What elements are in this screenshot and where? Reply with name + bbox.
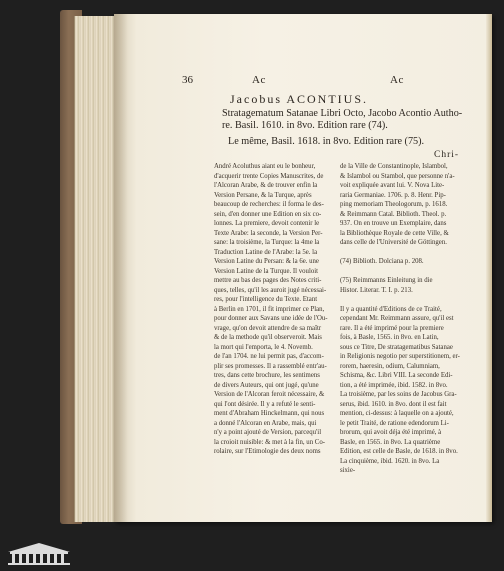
- entry-1-title-line-1: Stratagematum Satanae Libri Octo, Jacobo Acontio Autho-: [222, 108, 463, 119]
- text-line: Edition, est celle de Basle, de 1618. in 8vo.: [340, 448, 458, 455]
- text-line: dans celle de l'Université de Göttingen.: [340, 239, 447, 246]
- text-line: Il y a quantité d'Editions de ce Traité,: [340, 305, 442, 313]
- text-line: [340, 295, 484, 305]
- text-line: fois, à Basle, 1565. in 8vo. en Latin,: [340, 334, 439, 341]
- text-line: Version Persane, & la Turque, après: [214, 191, 312, 199]
- catchword: Chri-: [434, 150, 460, 160]
- text-line: la mort qui l'emporta, le 4. Novemb.: [214, 343, 313, 351]
- text-line: cependant Mr. Reimmann assure, qu'il est: [340, 315, 454, 322]
- text-line: l'Alcoran Arabe, & de trouver enfin la: [214, 182, 318, 189]
- text-line: in Religionis negotio per superstitionem, er-: [340, 353, 460, 360]
- text-line: à Berlin en 1701, il fit imprimer ce Plan,: [214, 305, 325, 313]
- text-line: André Acoluthus aiant eu le bonheur,: [214, 163, 316, 170]
- text-line: n'y a point ajouté de Version, parcequ'il: [214, 429, 322, 436]
- text-line: a donné l'Alcoran en Arabe, mais, qui: [214, 419, 317, 427]
- text-line: lonnes. La premiere, devoit contenir le: [214, 220, 320, 227]
- text-line: (75) Reimmanns Einleitung in die: [340, 277, 433, 284]
- text-line: La cinquième, ibid. 1620. in 8vo. La: [340, 457, 440, 465]
- text-line: sein, d'en donner une Edition en six co-: [214, 210, 322, 218]
- text-line: pour donner aux Savans une idée de l'Ou-: [214, 315, 328, 322]
- text-line: la croioit nuisible: & met à la fin, un Co-: [214, 438, 325, 446]
- text-line: le petit Traité, de ratione edendorum Li-: [340, 419, 449, 427]
- text-line: sous ce Titre, De stratagematibus Satanae: [340, 343, 453, 351]
- text-line: [340, 267, 484, 277]
- text-line: & Reimmann Catal. Biblioth. Theol. p.: [340, 210, 447, 218]
- text-line: 937. On en trouve un Exemplaire, dans: [340, 220, 447, 227]
- text-line: rare. Il a été imprimé pour la premiere: [340, 324, 444, 332]
- gutter-shadow: [114, 14, 128, 522]
- entry-1-title-line-2: re. Basil. 1610. in 8vo. Edition rare (74).: [222, 120, 388, 131]
- text-line: ment d'Abraham Hinckelmann, qui nous: [214, 410, 325, 417]
- text-line: & de la methode qu'il observeroit. Mais: [214, 334, 322, 341]
- text-line: de la Ville de Constantinople, Islambol,: [340, 163, 448, 170]
- text-line: Texte Arabe: la seconde, la Version Per-: [214, 229, 323, 237]
- text-line: qui l'ont désirée. Il y a refuté le senti-: [214, 400, 316, 408]
- text-line: raria Germaniae. 1706. p. 8. Henr. Pip-: [340, 191, 446, 199]
- text-line: beaucoup de recherches: il forma le des-: [214, 201, 324, 208]
- text-line: mention, ci-dessus: à laquelle on a ajouté,: [340, 410, 454, 417]
- text-line: [340, 248, 484, 258]
- text-line: Schisma, &c. Libri VIII. La seconde Edi-: [340, 372, 453, 379]
- text-line: brorum, qui avoit déja été imprimé, à: [340, 429, 442, 436]
- text-line: ques, telles, qu'il les auroit jugé nécessai-: [214, 286, 327, 294]
- text-line: de l'an 1704. ne lui permit pas, d'accom-: [214, 353, 324, 360]
- entry-2-title: Le même, Basil. 1618. in 8vo. Edition rare (75).: [228, 136, 425, 147]
- text-line: serus, ibid. 1610. in 8vo. dont il est fait: [340, 400, 447, 408]
- text-line: res, pour l'intelligence du Texte. Etant: [214, 296, 318, 303]
- text-line: vrage, qu'on devoit attendre de sa maîtr: [214, 324, 322, 332]
- text-line: rorem, haeresin, odium, Calumniam,: [340, 362, 440, 370]
- text-line: rolaire, sur l'Etimologie des deux noms: [214, 448, 321, 455]
- running-head-right: Ac: [390, 74, 404, 86]
- author-heading: Jacobus ACONTIUS.: [230, 92, 368, 106]
- text-line: tres, dans cette brochure, les sentimens: [214, 372, 320, 379]
- text-line: tion, a été imprimée, ibid. 1582. in 8vo.: [340, 381, 448, 389]
- text-line: plir ses promesses. Il a rassemblé entr'au-: [214, 362, 327, 370]
- book-page: [114, 14, 492, 522]
- text-line: d'acquerir trente Copies Manuscrites, de: [214, 172, 324, 180]
- page-edges: [74, 16, 117, 522]
- right-text-column: [340, 162, 484, 476]
- text-line: Version Latine de la Turque. Il vouloit: [214, 267, 319, 275]
- text-line: voit expliquée avant lui. V. Nova Lite-: [340, 182, 445, 189]
- text-line: Traduction Latine de l'Arabe: la 5e. la: [214, 248, 318, 256]
- text-line: & Islambol ou Stambol, que personne n'a-: [340, 172, 455, 180]
- text-line: Basle, en 1565. in 8vo. La quatrième: [340, 438, 441, 446]
- text-line: La troisième, par les soins de Jacobus Gra-: [340, 391, 457, 398]
- text-line: la Bibliothèque Royale de cette Ville, &: [340, 229, 449, 237]
- text-line: Version de l'Alcoran feroit nécessaire, &: [214, 391, 325, 398]
- running-head-middle: Ac: [252, 74, 266, 86]
- library-building-logo: [4, 540, 74, 566]
- text-line: Version Latine du Persan: & la 6e. une: [214, 258, 319, 265]
- text-line: sixie-: [340, 467, 356, 474]
- text-line: sane: la troisième, la Turque: la 4me la: [214, 239, 320, 246]
- text-line: ping memoriam Theologorum, p. 1618.: [340, 201, 448, 208]
- text-line: mettre au bas des pages des Notes criti-: [214, 277, 322, 284]
- page-right-edge: [486, 14, 492, 522]
- text-line: (74) Biblioth. Dolciana p. 208.: [340, 258, 424, 265]
- text-line: de divers Auteurs, qui ont jugé, qu'une: [214, 381, 319, 389]
- text-line: Histor. Literar. T. I. p. 213.: [340, 286, 413, 294]
- page-number: 36: [182, 74, 193, 86]
